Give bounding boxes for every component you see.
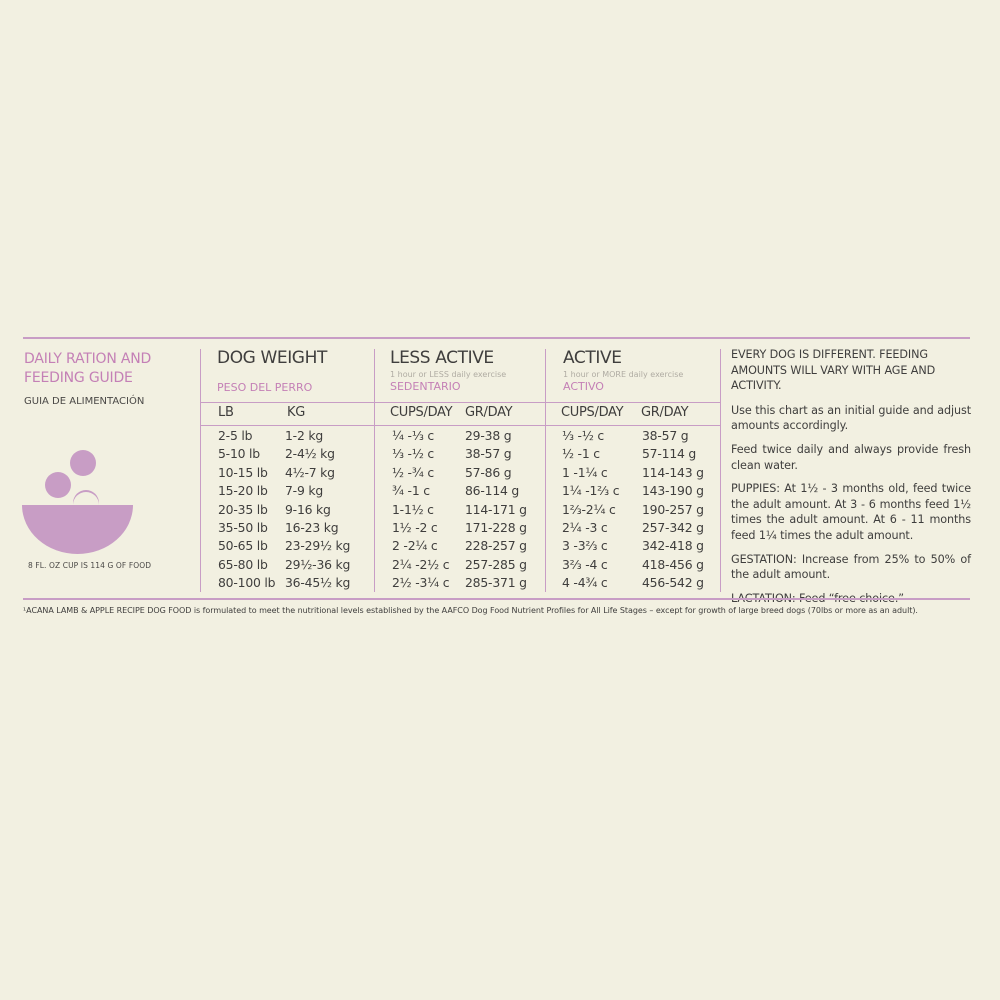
column-divider [720,349,721,592]
less-active-spanish: SEDENTARIO [390,380,461,393]
dog-weight-header [217,348,327,395]
note-initial-guide: Use this chart as an initial guide and adjust amounts accordingly. [731,403,971,433]
subheader-top-rule [200,402,721,403]
active-note: 1 hour or MORE daily exercise [563,370,684,379]
less-active-cups-header: CUPS/DAY [390,405,453,420]
aafco-footnote: ¹ACANA LAMB & APPLE RECIPE DOG FOOD is formulated to meet the nutritional levels established by the AAFCO Dog Food Nutrient Profiles for All Life Stages – except for growth of large breed dogs (70lbs or more as an adult). [23,606,918,615]
table-row: 50-65 lb 23-29½ kg 2 -2¼ c 228-257 g 3 -3⅔ c 342-418 g [218,538,704,554]
active-header [563,348,683,394]
note-gestation: GESTATION: Increase from 25% to 50% of the adult amount. [731,552,971,582]
note-feed-twice: Feed twice daily and always provide fresh clean water. [731,442,971,472]
feeding-notes [731,347,971,614]
less-active-grams-header: GR/DAY [465,405,513,420]
guide-title-line1: DAILY RATION AND [24,351,152,367]
guide-subtitle: GUIA DE ALIMENTACIÓN [24,396,145,407]
less-active-header [390,348,506,394]
guide-title-line2: FEEDING GUIDE [24,370,133,386]
table-row: 20-35 lb 9-16 kg 1-1½ c 114-171 g 1⅔-2¼ c 190-257 g [218,501,704,517]
table-row: 5-10 lb 2-4½ kg ⅓ -½ c 38-57 g ½ -1 c 57-114 g [218,446,697,462]
active-cups-header: CUPS/DAY [561,405,624,420]
subheader-bottom-rule [200,425,721,426]
feeding-table [218,427,718,593]
cup-measure-note: 8 FL. OZ CUP IS 114 G OF FOOD [28,561,152,570]
dog-weight-title: DOG WEIGHT [217,348,327,368]
kg-header: KG [287,405,305,420]
note-puppies: PUPPIES: At 1½ - 3 months old, feed twice the adult amount. At 3 - 6 months feed 1½ times the adult amount. At 6 - 11 months feed 1¼ times the adult amount. [731,482,971,542]
bottom-divider [23,598,970,600]
table-row: 65-80 lb 29½-36 kg 2¼ -2½ c 257-285 g 3⅔ -4 c 418-456 g [218,556,704,572]
less-active-note: 1 hour or LESS daily exercise [390,370,507,379]
guide-heading [24,350,194,407]
table-row: 10-15 lb 4½-7 kg ½ -¾ c 57-86 g 1 -1¼ c 114-143 g [218,464,704,480]
table-row: 80-100 lb 36-45½ kg 2½ -3¼ c 285-371 g 4 -4¾ c 456-542 g [218,575,704,591]
less-active-title: LESS ACTIVE [390,348,494,368]
note-every-dog: EVERY DOG IS DIFFERENT. FEEDING AMOUNTS WILL VARY WITH AGE AND ACTIVITY. [731,348,936,393]
table-row: 35-50 lb 16-23 kg 1½ -2 c 171-228 g 2¼ -3 c 257-342 g [218,519,704,535]
food-bowl-icon [22,448,134,556]
dog-weight-spanish: PESO DEL PERRO [217,381,313,394]
column-divider [200,349,201,592]
active-grams-header: GR/DAY [641,405,689,420]
table-row: 2-5 lb 1-2 kg ¼ -⅓ c 29-38 g ⅓ -½ c 38-57 g [218,428,689,443]
lb-header: LB [218,405,234,420]
top-divider [23,337,970,339]
table-row: 15-20 lb 7-9 kg ¾ -1 c 86-114 g 1¼ -1⅔ c 143-190 g [218,483,704,499]
active-spanish: ACTIVO [563,380,604,393]
active-title: ACTIVE [563,348,622,368]
